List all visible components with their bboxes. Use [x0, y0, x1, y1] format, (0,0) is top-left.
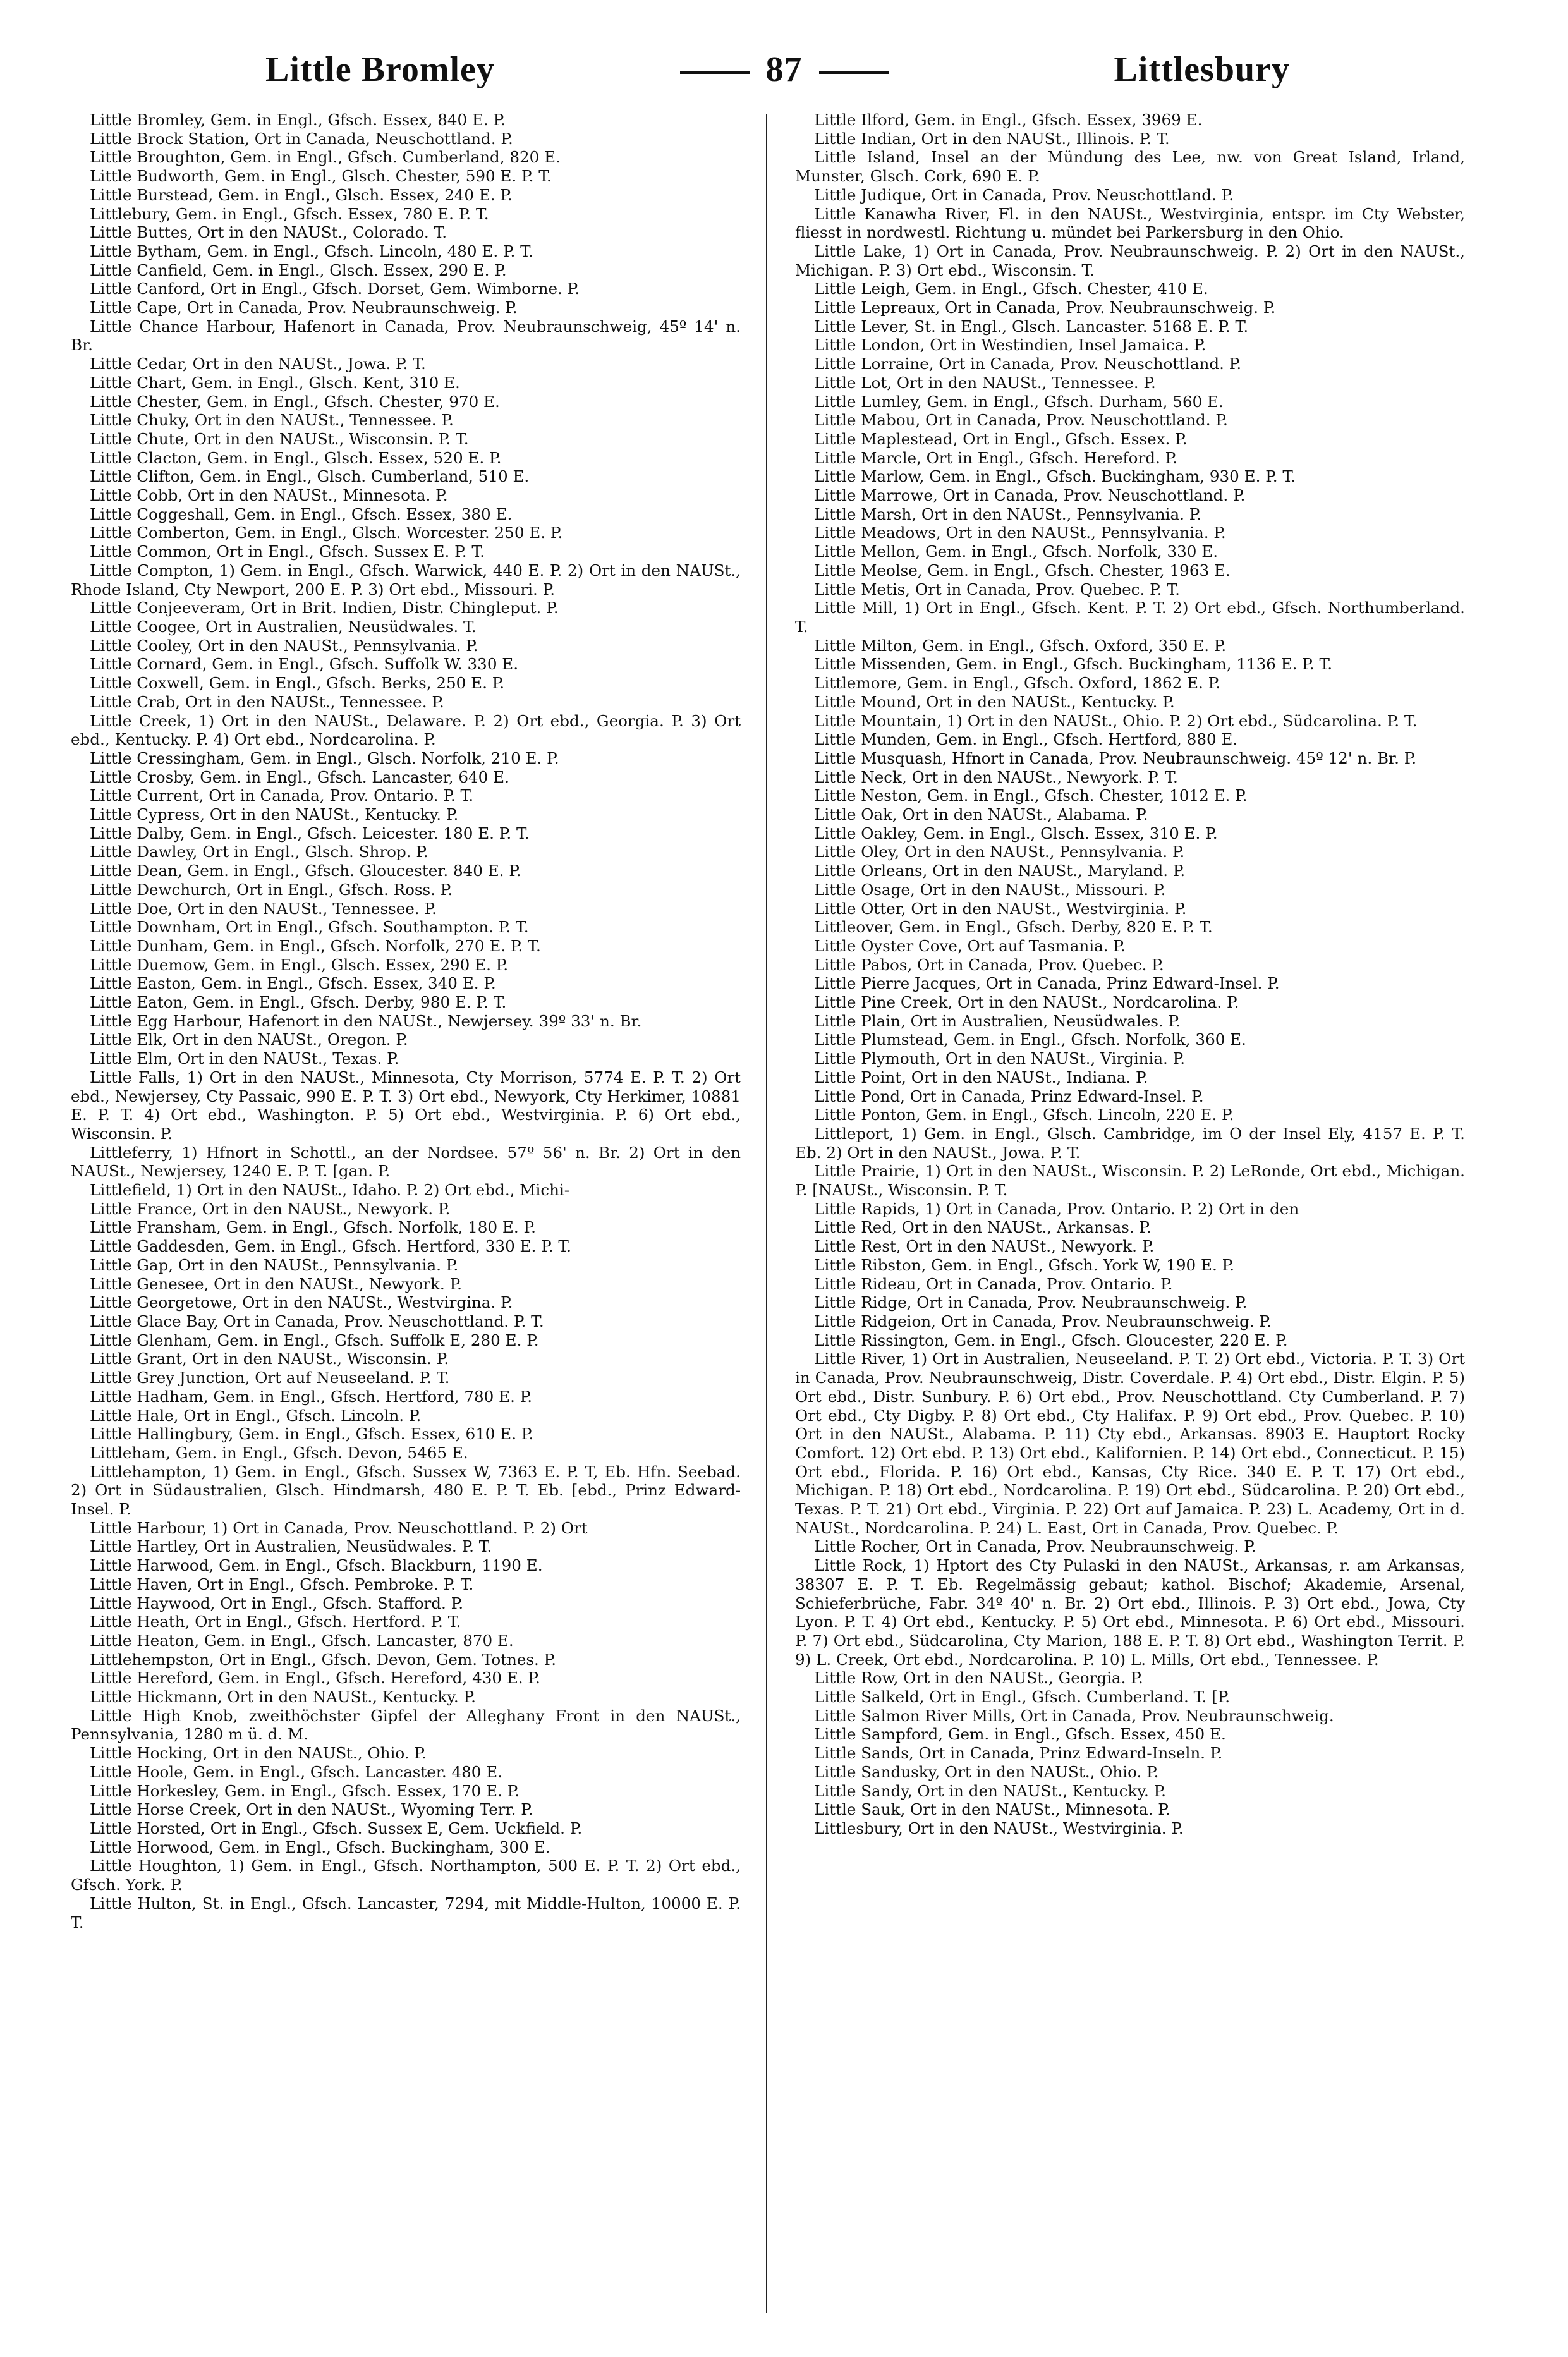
dictionary-entry: Little Pabos, Ort in Canada, Prov. Quebec. P. [814, 955, 1164, 974]
dictionary-entry: Little Horwood, Gem. in Engl., Gfsch. Buckingham, 300 E. [90, 1837, 550, 1856]
dictionary-entry: Little Mill, 1) Ort in Engl., Gfsch. Kent. P. T. 2) Ort ebd., Gfsch. Northumberland. T. [795, 599, 1465, 636]
dictionary-entry: Little Lorraine, Ort in Canada, Prov. Neuschottland. P. [814, 355, 1242, 374]
dictionary-entry: Little Eaton, Gem. in Engl., Gfsch. Derby, 980 E. P. T. [90, 993, 507, 1012]
dictionary-entry: Little Sampford, Gem. in Engl., Gfsch. Essex, 450 E. [814, 1725, 1226, 1744]
dictionary-entry: Little Sauk, Ort in den NAUSt., Minnesota. P. [814, 1800, 1170, 1819]
dictionary-entry: Little Hickmann, Ort in den NAUSt., Kentucky. P. [90, 1688, 476, 1707]
dictionary-entry: Little Gap, Ort in den NAUSt., Pennsylvania. P. [90, 1255, 459, 1274]
dictionary-entry: Little Salmon River Mills, Ort in Canada, Prov. Neubraunschweig. [814, 1706, 1334, 1725]
dictionary-entry: Little Ponton, Gem. in Engl., Gfsch. Lincoln, 220 E. P. [814, 1105, 1234, 1124]
dictionary-entry: Little Island, Insel an der Mündung des Lee, nw. von Great Island, Irland, Munster, Glsch. Cork, 690 E. P. [795, 148, 1465, 186]
dictionary-entry: Little Hulton, St. in Engl., Gfsch. Lancaster, 7294, mit Middle-Hulton, 10000 E. P. T. [71, 1894, 741, 1932]
dictionary-entry: Little Chart, Gem. in Engl., Glsch. Kent, 310 E. [90, 373, 460, 392]
dictionary-entry: Little Mellon, Gem. in Engl., Gfsch. Norfolk, 330 E. [814, 542, 1219, 561]
dictionary-entry: Little Glace Bay, Ort in Canada, Prov. Neuschottland. P. T. [90, 1312, 544, 1331]
dictionary-entry: Little Elm, Ort in den NAUSt., Texas. P. [90, 1049, 399, 1068]
dictionary-entry: Little Orleans, Ort in den NAUSt., Maryland. P. [814, 862, 1186, 880]
dictionary-entry: Little Oyster Cove, Ort auf Tasmania. P. [814, 936, 1126, 955]
dictionary-entry: Little Hoole, Gem. in Engl., Gfsch. Lancaster. 480 E. [90, 1762, 503, 1781]
dictionary-entry: Little Mountain, 1) Ort in den NAUSt., Ohio. P. 2) Ort ebd., Südcarolina. P. T. [814, 711, 1418, 730]
dictionary-entry: Little River, 1) Ort in Australien, Neuseeland. P. T. 2) Ort ebd., Victoria. P. T. 3) Ort in Canada, Prov. Neubraunschweig, Distr. Coverdale. P. 4) Ort ebd., Distr. Elgin. P. 5) Ort ebd., Distr. Sunbury. P. 6) Ort ebd., Prov. Neuschottland. Cty Cumberland. P. 7) Ort ebd., Cty Digby. P. 8) Ort ebd., Cty Halifax. P. 9) Ort ebd., Prov. Quebec. P. 10) Ort in den NAUSt., Alabama. P. 11) Cty ebd., Arkansas. 8903 E. Hauptort Rocky Comfort. 12) Ort ebd. P. 13) Ort ebd., Kalifornien. P. 14) Ort ebd., Connecticut. P. 15) Ort ebd., Florida. P. 16) Ort ebd., Kansas, Cty Rice. 340 E. P. T. 17) Ort ebd., Michigan. P. 18) Ort ebd., Nordcarolina. P. 19) Ort ebd., Südcarolina. P. 20) Ort ebd., Texas. P. T. 21) Ort ebd., Virginia. P. 22) Ort auf Jamaica. P. 23) L. Academy, Ort in d. NAUSt., Nordcarolina. P. 24) L. East, Ort in Canada, Prov. Quebec. P. [795, 1349, 1465, 1537]
dictionary-entry: Little Canfield, Gem. in Engl., Glsch. Essex, 290 E. P. [90, 260, 507, 279]
dictionary-entry: Little Heath, Ort in Engl., Gfsch. Hertford. P. T. [90, 1612, 461, 1631]
dictionary-entry: Little Plain, Ort in Australien, Neusüdwales. P. [814, 1011, 1181, 1030]
dictionary-entry: Little Duemow, Gem. in Engl., Glsch. Essex, 290 E. P. [90, 955, 509, 974]
dictionary-entry: Littleham, Gem. in Engl., Gfsch. Devon, 5465 E. [90, 1443, 468, 1462]
dictionary-entry: Little Pine Creek, Ort in den NAUSt., Nordcarolina. P. [814, 993, 1239, 1012]
dictionary-entry: Little Coggeshall, Gem. in Engl., Gfsch. Essex, 380 E. [90, 504, 513, 523]
dictionary-entry: Little Rideau, Ort in Canada, Prov. Ontario. P. [814, 1274, 1173, 1293]
dictionary-entry: Little Georgetowe, Ort in den NAUSt., Westvirgina. P. [90, 1293, 513, 1312]
dictionary-entry: Little Maplestead, Ort in Engl., Gfsch. Essex. P. [814, 429, 1188, 448]
dictionary-entry: Littleferry, 1) Hfnort in Schottl., an der Nordsee. 57º 56' n. Br. 2) Ort in den NAUSt., Newjersey, 1240 E. P. T. [gan. P. [71, 1143, 741, 1181]
dictionary-entry: Little Sandusky, Ort in den NAUSt., Ohio. P. [814, 1762, 1159, 1781]
dictionary-entry: Little Haven, Ort in Engl., Gfsch. Pembroke. P. T. [90, 1574, 474, 1593]
dictionary-entry: Little Pond, Ort in Canada, Prinz Edward-Insel. P. [814, 1087, 1204, 1105]
dictionary-entry: Little Current, Ort in Canada, Prov. Ontario. P. T. [90, 786, 474, 805]
dictionary-entry: Little Oley, Ort in den NAUSt., Pennsylvania. P. [814, 843, 1185, 862]
dictionary-entry: Little Chester, Gem. in Engl., Gfsch. Chester, 970 E. [90, 392, 500, 411]
header-dash-left [680, 71, 750, 74]
dictionary-entry: Little Cape, Ort in Canada, Prov. Neubraunschweig. P. [90, 298, 518, 317]
dictionary-entry: Little Chute, Ort in den NAUSt., Wisconsin. P. T. [90, 429, 469, 448]
dictionary-entry: Little Cypress, Ort in den NAUSt., Kentucky. P. [90, 805, 459, 824]
dictionary-entry: Little Marcle, Ort in Engl., Gfsch. Hereford. P. [814, 448, 1177, 467]
dictionary-entry: Little Clifton, Gem. in Engl., Glsch. Cumberland, 510 E. [90, 467, 530, 486]
dictionary-entry: Little Crab, Ort in den NAUSt., Tennessee. P. [90, 692, 444, 711]
dictionary-entry: Little Meadows, Ort in den NAUSt., Pennsylvania. P. [814, 523, 1226, 542]
dictionary-entry: Little Cedar, Ort in den NAUSt., Jowa. P. T. [90, 355, 426, 374]
dictionary-entry: Little Chance Harbour, Hafenort in Canada, Prov. Neubraunschweig, 45º 14' n. Br. [71, 317, 741, 355]
dictionary-entry: Little Coogee, Ort in Australien, Neusüdwales. T. [90, 617, 477, 636]
dictionary-entry: Little Lepreaux, Ort in Canada, Prov. Neubraunschweig. P. [814, 298, 1276, 317]
dictionary-entry: Little France, Ort in den NAUSt., Newyork. P. [90, 1199, 451, 1218]
dictionary-entry: Little Lumley, Gem. in Engl., Gfsch. Durham, 560 E. [814, 392, 1224, 411]
dictionary-entry: Little Rocher, Ort in Canada, Prov. Neubraunschweig. P. [814, 1537, 1256, 1556]
dictionary-entry: Little Hereford, Gem. in Engl., Gfsch. Hereford, 430 E. P. [90, 1669, 540, 1688]
dictionary-entry: Little Fransham, Gem. in Engl., Gfsch. Norfolk, 180 E. P. [90, 1218, 536, 1237]
dictionary-entry: Little Dunham, Gem. in Engl., Gfsch. Norfolk, 270 E. P. T. [90, 936, 541, 955]
dictionary-entry: Little Oak, Ort in den NAUSt., Alabama. P. [814, 805, 1148, 824]
dictionary-entry: Little Dean, Gem. in Engl., Gfsch. Gloucester. 840 E. P. [90, 862, 521, 880]
dictionary-entry: Little Coxwell, Gem. in Engl., Gfsch. Berks, 250 E. P. [90, 674, 505, 693]
dictionary-entry: Little Dewchurch, Ort in Engl., Gfsch. Ross. P. [90, 880, 453, 899]
dictionary-entry: Little Lot, Ort in den NAUSt., Tennessee. P. [814, 373, 1156, 392]
dictionary-entry: Little Ribston, Gem. in Engl., Gfsch. York W, 190 E. P. [814, 1255, 1234, 1274]
dictionary-entry: Little Otter, Ort in den NAUSt., Westvirginia. P. [814, 899, 1187, 918]
dictionary-entry: Little Horse Creek, Ort in den NAUSt., Wyoming Terr. P. [90, 1800, 533, 1819]
dictionary-entry: Little Common, Ort in Engl., Gfsch. Sussex E. P. T. [90, 542, 485, 561]
dictionary-entry: Little Egg Harbour, Hafenort in den NAUSt., Newjersey. 39º 33' n. Br. [90, 1011, 642, 1030]
dictionary-entry: Little Judique, Ort in Canada, Prov. Neuschottland. P. [814, 185, 1234, 204]
header-dash-right [819, 71, 889, 74]
dictionary-entry: Littleover, Gem. in Engl., Gfsch. Derby, 820 E. P. T. [814, 918, 1213, 937]
dictionary-entry: Little Doe, Ort in den NAUSt., Tennessee. P. [90, 899, 437, 918]
dictionary-entry: Little Rock, 1) Hptort des Cty Pulaski in den NAUSt., Arkansas, r. am Arkansas, 38307 E. P. T. Eb. Regelmässig gebaut; kathol. Bischof; Akademie, Arsenal, Schieferbrüche, Fabr. 34º 40' n. Br. 2) Ort ebd., Illinois. P. 3) Ort ebd., Jowa, Cty Lyon. P. T. 4) Ort ebd., Kentucky. P. 5) Ort ebd., Minnesota. P. 6) Ort ebd., Missouri. P. 7) Ort ebd., Südcarolina, Cty Marion, 188 E. P. T. 8) Ort ebd., Washington Territ. P. 9) L. Creek, Ort ebd., Nordcarolina. P. 10) L. Mills, Ort ebd., Tennessee. P. [795, 1556, 1465, 1669]
right-column [795, 111, 1465, 2323]
dictionary-entry: Little Creek, 1) Ort in den NAUSt., Delaware. P. 2) Ort ebd., Georgia. P. 3) Ort ebd., Kentucky. P. 4) Ort ebd., Nordcarolina. P. [71, 711, 741, 749]
dictionary-entry: Little Meolse, Gem. in Engl., Gfsch. Chester, 1963 E. [814, 561, 1231, 580]
dictionary-entry: Little Bytham, Gem. in Engl., Gfsch. Lincoln, 480 E. P. T. [90, 241, 533, 260]
dictionary-entry: Little Point, Ort in den NAUSt., Indiana. P. [814, 1068, 1148, 1087]
dictionary-entry: Little Lake, 1) Ort in Canada, Prov. Neubraunschweig. P. 2) Ort in den NAUSt., Michigan. P. 3) Ort ebd., Wisconsin. T. [795, 241, 1465, 279]
dictionary-entry: Little Marlow, Gem. in Engl., Gfsch. Buckingham, 930 E. P. T. [814, 467, 1296, 486]
dictionary-entry: Little Canford, Ort in Engl., Gfsch. Dorset, Gem. Wimborne. P. [90, 279, 580, 298]
dictionary-entry: Little Dawley, Ort in Engl., Glsch. Shrop. P. [90, 843, 428, 862]
dictionary-entry: Little Bromley, Gem. in Engl., Gfsch. Essex, 840 E. P. [90, 111, 506, 129]
dictionary-entry: Little Indian, Ort in den NAUSt., Illinois. P. T. [814, 129, 1170, 148]
dictionary-entry: Little Cooley, Ort in den NAUSt., Pennsylvania. P. [90, 636, 478, 655]
dictionary-entry: Little Munden, Gem. in Engl., Gfsch. Hertford, 880 E. [814, 730, 1238, 749]
dictionary-entry: Littlemore, Gem. in Engl., Gfsch. Oxford, 1862 E. P. [814, 674, 1221, 693]
dictionary-entry: Little Row, Ort in den NAUSt., Georgia. P. [814, 1669, 1143, 1688]
dictionary-entry: Little Horsted, Ort in Engl., Gfsch. Sussex E, Gem. Uckfield. P. [90, 1818, 583, 1837]
dictionary-entry: Little Chuky, Ort in den NAUSt., Tennessee. P. [90, 411, 454, 430]
dictionary-entry: Little Prairie, 1) Ort in den NAUSt., Wisconsin. P. 2) LeRonde, Ort ebd., Michigan. P. [NAUSt., Wisconsin. P. T. [795, 1162, 1465, 1200]
dictionary-entry: Little Hallingbury, Gem. in Engl., Gfsch. Essex, 610 E. P. [90, 1425, 534, 1444]
dictionary-entry: Little Musquash, Hfnort in Canada, Prov. Neubraunschweig. 45º 12' n. Br. P. [814, 748, 1417, 767]
dictionary-entry: Little Buttes, Ort in den NAUSt., Colorado. T. [90, 223, 447, 242]
dictionary-entry: Little Downham, Ort in Engl., Gfsch. Southampton. P. T. [90, 918, 529, 937]
dictionary-entry: Littleport, 1) Gem. in Engl., Glsch. Cambridge, im O der Insel Ely, 4157 E. P. T. Eb. 2) Ort in den NAUSt., Jowa. P. T. [795, 1124, 1465, 1162]
dictionary-entry: Little Rissington, Gem. in Engl., Gfsch. Gloucester, 220 E. P. [814, 1331, 1288, 1349]
dictionary-entry: Littlebury, Gem. in Engl., Gfsch. Essex, 780 E. P. T. [90, 204, 489, 223]
dictionary-entry: Little Cressingham, Gem. in Engl., Glsch. Norfolk, 210 E. P. [90, 748, 559, 767]
dictionary-entry: Little Falls, 1) Ort in den NAUSt., Minnesota, Cty Morrison, 5774 E. P. T. 2) Ort ebd., Newjersey, Cty Passaic, 990 E. P. T. 3) Ort ebd., Newyork, Cty Herkimer, 10881 E. P. T. 4) Ort ebd., Washington. P. 5) Ort ebd., Westvirginia. P. 6) Ort ebd., Wisconsin. P. [71, 1068, 741, 1143]
dictionary-entry: Little Kanawha River, Fl. in den NAUSt., Westvirginia, entspr. im Cty Webster, fliesst in nordwestl. Richtung u. mündet bei Parkersburg in den Ohio. [795, 204, 1465, 242]
dictionary-entry: Little Budworth, Gem. in Engl., Glsch. Chester, 590 E. P. T. [90, 167, 552, 186]
dictionary-entry: Little Rapids, 1) Ort in Canada, Prov. Ontario. P. 2) Ort in den [814, 1199, 1299, 1218]
dictionary-entry: Little Missenden, Gem. in Engl., Gfsch. Buckingham, 1136 E. P. T. [814, 655, 1333, 674]
dictionary-entry: Little Hadham, Gem. in Engl., Gfsch. Hertford, 780 E. P. [90, 1387, 533, 1406]
dictionary-entry: Little Genesee, Ort in den NAUSt., Newyork. P. [90, 1274, 462, 1293]
dictionary-entry: Little Osage, Ort in den NAUSt., Missouri. P. [814, 880, 1166, 899]
dictionary-entry: Little Elk, Ort in den NAUSt., Oregon. P. [90, 1030, 408, 1049]
dictionary-entry: Littlesbury, Ort in den NAUSt., Westvirginia. P. [814, 1818, 1184, 1837]
dictionary-entry: Little Red, Ort in den NAUSt., Arkansas. P. [814, 1218, 1152, 1237]
header-right-guideword: Littlesbury [1114, 50, 1290, 89]
dictionary-entry: Little Cornard, Gem. in Engl., Gfsch. Suffolk W. 330 E. [90, 655, 519, 674]
dictionary-entry: Little Plymouth, Ort in den NAUSt., Virginia. P. [814, 1049, 1186, 1068]
dictionary-entry: Little Ilford, Gem. in Engl., Gfsch. Essex, 3969 E. [814, 111, 1203, 129]
dictionary-entry: Little Comberton, Gem. in Engl., Glsch. Worcester. 250 E. P. [90, 523, 563, 542]
dictionary-entry: Little Houghton, 1) Gem. in Engl., Gfsch. Northampton, 500 E. P. T. 2) Ort ebd., Gfsch. York. P. [71, 1856, 741, 1894]
dictionary-entry: Little Dalby, Gem. in Engl., Gfsch. Leicester. 180 E. P. T. [90, 824, 530, 843]
header-left-guideword: Little Bromley [265, 50, 495, 89]
dictionary-entry: Little Neston, Gem. in Engl., Gfsch. Chester, 1012 E. P. [814, 786, 1248, 805]
dictionary-entry: Little Milton, Gem. in Engl., Gfsch. Oxford, 350 E. P. [814, 636, 1227, 655]
dictionary-entry: Little Burstead, Gem. in Engl., Glsch. Essex, 240 E. P. [90, 185, 513, 204]
dictionary-entry: Little Sandy, Ort in den NAUSt., Kentucky. P. [814, 1781, 1166, 1800]
dictionary-entry: Little Hale, Ort in Engl., Gfsch. Lincoln. P. [90, 1406, 422, 1425]
dictionary-entry: Little Cobb, Ort in den NAUSt., Minnesota. P. [90, 486, 448, 505]
dictionary-entry: Little High Knob, zweithöchster Gipfel der Alleghany Front in den NAUSt., Pennsylvania, 1280 m ü. d. M. [71, 1706, 741, 1744]
dictionary-entry: Little Easton, Gem. in Engl., Gfsch. Essex, 340 E. P. [90, 974, 496, 993]
dictionary-entry: Little Marsh, Ort in den NAUSt., Pennsylvania. P. [814, 504, 1202, 523]
dictionary-entry: Little Heaton, Gem. in Engl., Gfsch. Lancaster, 870 E. [90, 1631, 514, 1650]
dictionary-entry: Little London, Ort in Westindien, Insel Jamaica. P. [814, 336, 1206, 355]
dictionary-entry: Little Pierre Jacques, Ort in Canada, Prinz Edward-Insel. P. [814, 974, 1280, 993]
dictionary-entry: Little Gaddesden, Gem. in Engl., Gfsch. Hertford, 330 E. P. T. [90, 1237, 571, 1256]
dictionary-entry: Little Lever, St. in Engl., Glsch. Lancaster. 5168 E. P. T. [814, 317, 1249, 336]
dictionary-entry: Little Haywood, Ort in Engl., Gfsch. Stafford. P. [90, 1593, 464, 1612]
dictionary-entry: Little Metis, Ort in Canada, Prov. Quebec. P. T. [814, 580, 1180, 599]
dictionary-entry: Little Grant, Ort in den NAUSt., Wisconsin. P. [90, 1349, 449, 1368]
dictionary-entry: Little Harwood, Gem. in Engl., Gfsch. Blackburn, 1190 E. [90, 1556, 543, 1575]
dictionary-entry: Little Brock Station, Ort in Canada, Neuschottland. P. [90, 129, 513, 148]
dictionary-entry: Little Horkesley, Gem. in Engl., Gfsch. Essex, 170 E. P. [90, 1781, 520, 1800]
dictionary-entry: Little Rest, Ort in den NAUSt., Newyork. P. [814, 1237, 1155, 1256]
dictionary-entry: Little Sands, Ort in Canada, Prinz Edward-Inseln. P. [814, 1744, 1223, 1763]
dictionary-entry: Little Grey Junction, Ort auf Neuseeland. P. T. [90, 1368, 450, 1387]
dictionary-entry: Little Oakley, Gem. in Engl., Glsch. Essex, 310 E. P. [814, 824, 1218, 843]
dictionary-entry: Little Compton, 1) Gem. in Engl., Gfsch. Warwick, 440 E. P. 2) Ort in den NAUSt., Rhode Island, Cty Newport, 200 E. P. 3) Ort ebd., Missouri. P. [71, 561, 741, 599]
dictionary-entry: Little Ridgeion, Ort in Canada, Prov. Neubraunschweig. P. [814, 1312, 1272, 1331]
dictionary-entry: Little Glenham, Gem. in Engl., Gfsch. Suffolk E, 280 E. P. [90, 1331, 539, 1349]
dictionary-entry: Little Salkeld, Ort in Engl., Gfsch. Cumberland. T. [P. [814, 1688, 1231, 1707]
dictionary-entry: Little Mound, Ort in den NAUSt., Kentucky. P. [814, 692, 1175, 711]
dictionary-entry: Littlehempston, Ort in Engl., Gfsch. Devon, Gem. Totnes. P. [90, 1650, 557, 1669]
column-divider [766, 114, 767, 2313]
dictionary-entry: Little Crosby, Gem. in Engl., Gfsch. Lancaster, 640 E. [90, 767, 509, 786]
left-column [71, 111, 741, 2323]
dictionary-entry: Little Clacton, Gem. in Engl., Glsch. Essex, 520 E. P. [90, 448, 502, 467]
dictionary-entry: Little Hartley, Ort in Australien, Neusüdwales. P. T. [90, 1537, 492, 1556]
dictionary-entry: Little Ridge, Ort in Canada, Prov. Neubraunschweig. P. [814, 1293, 1248, 1312]
dictionary-entry: Little Mabou, Ort in Canada, Prov. Neuschottland. P. [814, 411, 1228, 430]
dictionary-entry: Littlefield, 1) Ort in den NAUSt., Idaho. P. 2) Ort ebd., Michi- [90, 1181, 570, 1200]
dictionary-entry: Little Neck, Ort in den NAUSt., Newyork. P. T. [814, 767, 1178, 786]
dictionary-entry: Little Plumstead, Gem. in Engl., Gfsch. Norfolk, 360 E. [814, 1030, 1246, 1049]
dictionary-entry: Little Conjeeveram, Ort in Brit. Indien, Distr. Chingleput. P. [90, 599, 559, 618]
dictionary-entry: Little Marrowe, Ort in Canada, Prov. Neuschottland. P. [814, 486, 1246, 505]
dictionary-entry: Little Leigh, Gem. in Engl., Gfsch. Chester, 410 E. [814, 279, 1208, 298]
dictionary-entry: Little Harbour, 1) Ort in Canada, Prov. Neuschottland. P. 2) Ort [90, 1518, 588, 1537]
dictionary-entry: Little Broughton, Gem. in Engl., Gfsch. Cumberland, 820 E. [90, 148, 561, 167]
page-header [95, 44, 1473, 95]
dictionary-entry: Little Hocking, Ort in den NAUSt., Ohio. P. [90, 1744, 427, 1763]
page-number: 87 [765, 50, 803, 89]
dictionary-entry: Littlehampton, 1) Gem. in Engl., Gfsch. Sussex W, 7363 E. P. T, Eb. Hfn. Seebad. 2) Ort in Südaustralien, Glsch. Hindmarsh, 480 E. P. T. Eb. [ebd., Prinz Edward-Insel. P. [71, 1462, 741, 1519]
